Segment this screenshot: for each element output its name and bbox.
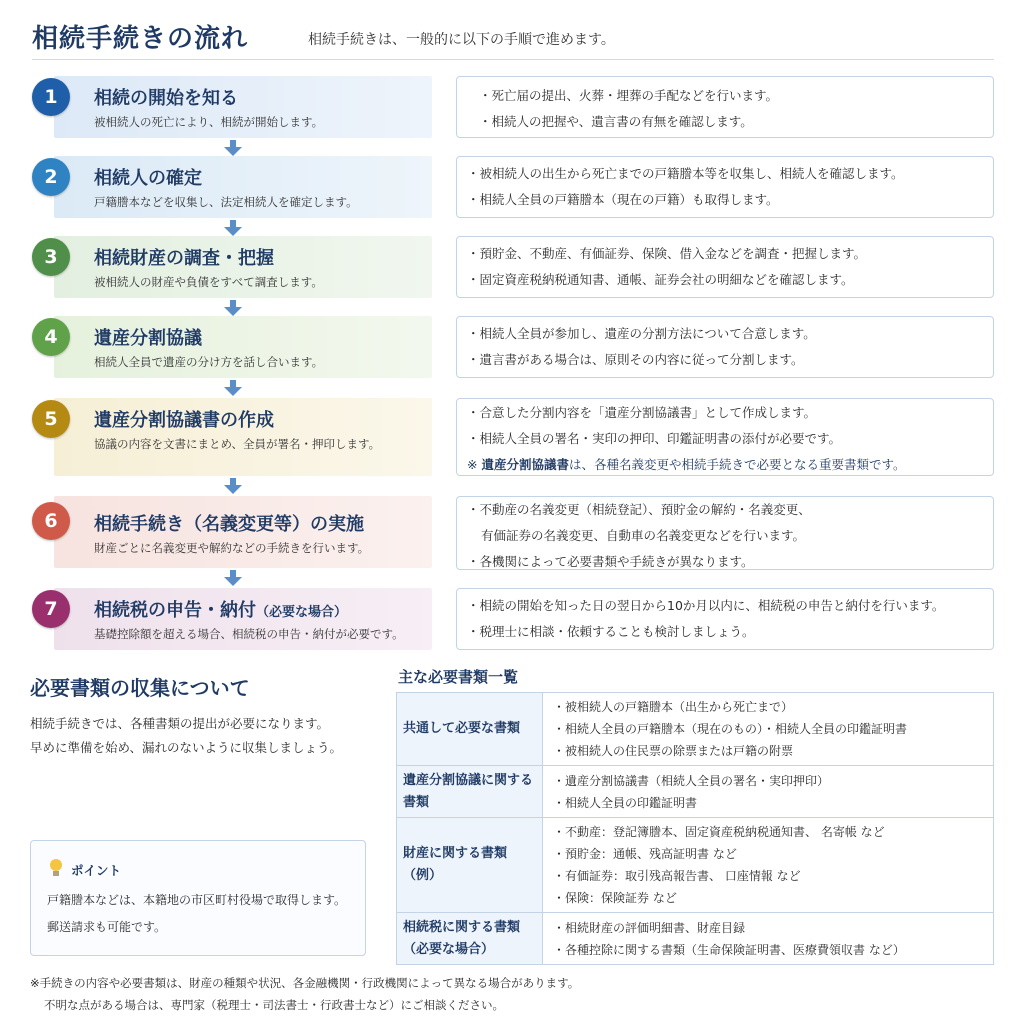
table-item: ・不動産：登記簿謄本、固定資産税納税通知書、 名寄帳 など: [553, 825, 885, 839]
step-7-title-note: （必要な場合）: [256, 605, 348, 620]
step-1-title: 相続の開始を知る: [94, 88, 238, 109]
down-arrow-icon: [224, 300, 242, 316]
step-6-title: 相続手続き（名義変更等）の実施: [94, 514, 364, 535]
step-6-desc: 財産ごとに名義変更や解約などの手続きを行います。: [94, 541, 370, 555]
step-5-title: 遺産分割協議書の作成: [94, 410, 274, 431]
table-item: ・相続財産の評価明細書、財産目録: [553, 920, 746, 935]
table-row: [397, 913, 994, 965]
step-1-desc: 被相続人の死亡により、相続が開始します。: [94, 115, 324, 129]
point-text-line: 戸籍謄本などは、本籍地の市区町村役場で取得します。: [47, 893, 347, 907]
detail-item: 有価証券の名義変更、自動車の名義変更などを行います。: [481, 528, 806, 543]
table-items: [543, 913, 994, 965]
footnote-line: 不明な点がある場合は、専門家（税理士・司法書士・行政書士など）にご相談ください。: [44, 998, 504, 1012]
documents-text-line: 相続手続きでは、各種書類の提出が必要になります。: [30, 716, 330, 731]
table-row: [397, 766, 994, 818]
step-2-title: 相続人の確定: [94, 168, 202, 189]
table-row: [397, 818, 994, 913]
detail-item: ・不動産の名義変更（相続登記）、預貯金の解約・名義変更、: [467, 502, 811, 517]
table-items: [543, 693, 994, 766]
detail-item: ・被相続人の出生から死亡までの戸籍謄本等を収集し、相続人を確認します。: [467, 166, 904, 181]
documents-text: [30, 712, 342, 760]
step-6-number: 6: [32, 502, 70, 540]
down-arrow-icon: [224, 570, 242, 586]
table-item: ・被相続人の戸籍謄本（出生から死亡まで）: [553, 700, 794, 714]
detail-item: ・相続人全員が参加し、遺産の分割方法について合意します。: [467, 326, 816, 341]
page-subtitle: 相続手続きは、一般的に以下の手順で進めます。: [308, 32, 615, 48]
documents-table-title: 主な必要書類一覧: [398, 668, 519, 686]
table-item: ・相続人全員の戸籍謄本（現在のもの）・相続人全員の印鑑証明書: [553, 722, 908, 736]
detail-item: ・死亡届の提出、火葬・埋葬の手配などを行います。: [479, 88, 779, 103]
table-item: ・相続人全員の印鑑証明書: [553, 795, 698, 810]
detail-item: ・固定資産税納税通知書、通帳、証券会社の明細などを確認します。: [467, 272, 854, 287]
footnote: [30, 972, 579, 1016]
detail-item: ・各機関によって必要書類や手続きが異なります。: [467, 554, 754, 569]
step-7-title-main: 相続税の申告・納付: [94, 600, 256, 621]
step-3-desc: 被相続人の財産や負債をすべて調査します。: [94, 275, 323, 289]
page-header: [32, 18, 994, 60]
step-3-detail: [456, 236, 994, 298]
table-item: ・保険：保険証券 など: [553, 891, 677, 905]
table-item: ・被相続人の住民票の除票または戸籍の附票: [553, 744, 794, 758]
step-2-detail: [456, 156, 994, 218]
detail-item: ・預貯金、不動産、有価証券、保険、借入金などを調査・把握します。: [467, 246, 867, 261]
detail-item: ・遺言書がある場合は、原則その内容に従って分割します。: [467, 352, 804, 367]
step-1: [32, 76, 432, 138]
table-items: [543, 766, 994, 818]
down-arrow-icon: [224, 220, 242, 236]
step-7-number: 7: [32, 590, 70, 628]
step-7: [32, 588, 432, 650]
note-mark: ※: [467, 457, 482, 472]
documents-heading: 必要書類の収集について: [30, 676, 250, 700]
page-title: 相続手続きの流れ: [32, 24, 249, 54]
detail-item: ・相続人全員の署名・実印の押印、印鑑証明書の添付が必要です。: [467, 431, 842, 446]
step-4-number: 4: [32, 318, 70, 356]
table-category: 相続税に関する書類（必要な場合）: [397, 913, 543, 965]
detail-item: ・税理士に相談・依頼することも検討しましょう。: [467, 624, 755, 639]
note-text: は、各種名義変更や相続手続きで必要となる重要書類です。: [568, 457, 906, 472]
point-text-line: 郵送請求も可能です。: [47, 920, 167, 934]
step-3-number: 3: [32, 238, 70, 276]
point-text: [47, 887, 346, 941]
step-5-number: 5: [32, 400, 70, 438]
step-4-detail: [456, 316, 994, 378]
step-4-desc: 相続人全員で遺産の分け方を話し合います。: [94, 355, 324, 369]
step-1-detail: [456, 76, 994, 138]
step-6: [32, 496, 432, 568]
step-4-title: 遺産分割協議: [94, 328, 202, 349]
step-3-title: 相続財産の調査・把握: [94, 248, 274, 269]
step-5: [32, 398, 432, 476]
detail-item: ・合意した分割内容を「遺産分割協議書」として作成します。: [467, 405, 817, 420]
table-item: ・預貯金：通帳、残高証明書 など: [553, 847, 737, 861]
documents-text-line: 早めに準備を始め、漏れのないように収集しましょう。: [30, 740, 343, 755]
table-item: ・遺産分割協議書（相続人全員の署名・実印押印）: [553, 773, 830, 788]
table-row: [397, 693, 994, 766]
table-items: [543, 818, 994, 913]
table-item: ・各種控除に関する書類（生命保険証明書、医療費領収書 など）: [553, 942, 905, 957]
step-4: [32, 316, 432, 378]
table-category: 共通して必要な書類: [397, 693, 543, 766]
step-6-detail: [456, 496, 994, 570]
lightbulb-icon: [49, 859, 63, 877]
important-note: [467, 452, 983, 478]
step-5-desc: 協議の内容を文書にまとめ、全員が署名・押印します。: [94, 437, 381, 451]
footnote-line: ※手続きの内容や必要書類は、財産の種類や状況、各金融機関・行政機関によって異なる場合があります。: [30, 976, 580, 990]
step-2: [32, 156, 432, 218]
point-box: [30, 840, 366, 956]
documents-table: [396, 692, 994, 965]
table-item: ・有価証券：取引残高報告書、 口座情報 など: [553, 869, 801, 883]
note-highlight: 遺産分割協議書: [481, 457, 569, 472]
detail-item: ・相続の開始を知った日の翌日から10か月以内に、相続税の申告と納付を行います。: [467, 598, 945, 613]
down-arrow-icon: [224, 380, 242, 396]
step-3: [32, 236, 432, 298]
detail-item: ・相続人の把握や、遺言書の有無を確認します。: [479, 114, 753, 129]
step-7-detail: [456, 588, 994, 650]
table-category: 遺産分割協議に関する書類: [397, 766, 543, 818]
step-1-number: 1: [32, 78, 70, 116]
table-category: 財産に関する書類（例）: [397, 818, 543, 913]
detail-item: ・相続人全員の戸籍謄本（現在の戸籍）も取得します。: [467, 192, 779, 207]
step-5-detail: [456, 398, 994, 476]
step-7-desc: 基礎控除額を超える場合、相続税の申告・納付が必要です。: [94, 627, 404, 641]
point-label: ポイント: [71, 863, 122, 878]
step-7-title: [94, 596, 347, 622]
down-arrow-icon: [224, 478, 242, 494]
step-2-desc: 戸籍謄本などを収集し、法定相続人を確定します。: [94, 195, 358, 209]
step-2-number: 2: [32, 158, 70, 196]
down-arrow-icon: [224, 140, 242, 156]
